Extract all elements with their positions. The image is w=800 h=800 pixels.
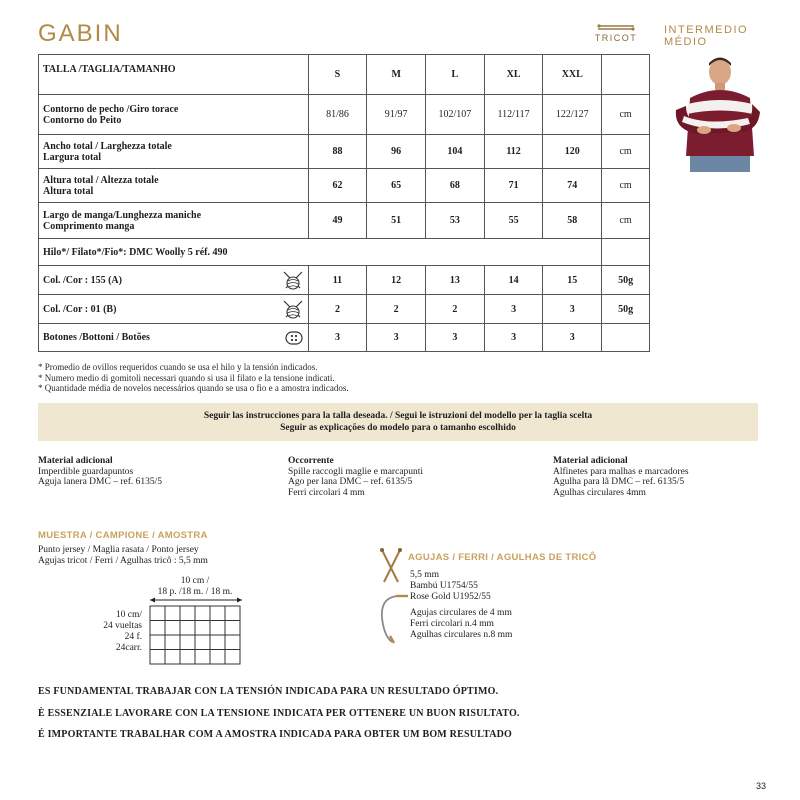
table-cell: 81/86 bbox=[308, 95, 367, 135]
pattern-title: GABIN bbox=[38, 20, 123, 47]
row-label-line: Comprimento manga bbox=[43, 220, 135, 232]
table-cell: 104 bbox=[426, 135, 485, 169]
table-row bbox=[39, 95, 650, 135]
gauge-width-line: 18 p. /18 m. / 18 m. bbox=[157, 587, 233, 597]
tricot-needles-icon bbox=[596, 22, 636, 32]
materials-heading: Material adicional bbox=[553, 456, 628, 466]
difficulty-level bbox=[664, 24, 748, 48]
row-label-text: Col. /Cor : 155 (A) bbox=[43, 274, 122, 286]
needle-line: Ferri circolari n.4 mm bbox=[410, 619, 494, 629]
unit-cell: cm bbox=[602, 135, 650, 169]
table-cell: 51 bbox=[367, 203, 426, 239]
table-cell: 122/127 bbox=[543, 95, 602, 135]
table-cell: 65 bbox=[367, 169, 426, 203]
materials-line: Ago per lana DMC – ref. 6135/5 bbox=[288, 477, 413, 487]
needle-line: Agulhas circulares n.8 mm bbox=[410, 630, 513, 640]
note-line: * Quantidade média de novelos necessários quando se usa o fio e a amostra indicados. bbox=[38, 383, 349, 393]
tension-note-pt: É IMPORTANTE TRABALHAR COM A AMOSTRA INDICADA PARA OBTER UM BOM RESULTADO bbox=[38, 729, 513, 740]
table-cell: 120 bbox=[543, 135, 602, 169]
table-cell: 49 bbox=[308, 203, 367, 239]
table-row bbox=[39, 203, 650, 239]
table-row bbox=[39, 266, 650, 295]
yarn-ball-icon bbox=[282, 299, 304, 319]
table-cell: 3 bbox=[484, 295, 543, 324]
row-label-line: Largo de manga/Lunghezza maniche bbox=[43, 209, 202, 221]
straight-needles bbox=[410, 570, 491, 603]
row-label-line: Contorno de pecho /Giro torace bbox=[43, 103, 179, 115]
table-cell: 74 bbox=[543, 169, 602, 203]
table-row bbox=[39, 169, 650, 203]
table-cell: 3 bbox=[308, 324, 367, 352]
gauge-height-line: 24 f. bbox=[124, 632, 142, 642]
technique-badge bbox=[588, 22, 644, 43]
row-label-line: Altura total bbox=[43, 185, 94, 197]
unit-cell: cm bbox=[602, 169, 650, 203]
table-cell: 102/107 bbox=[426, 95, 485, 135]
table-cell: 3 bbox=[543, 324, 602, 352]
gauge-height-label bbox=[38, 610, 142, 654]
note-line: * Numero medio di gomitoli necessari quando si usa il filato e la tensione indicati. bbox=[38, 372, 335, 383]
table-cell: 14 bbox=[484, 266, 543, 295]
table-cell: 11 bbox=[308, 266, 367, 295]
banner-line: Seguir as explicações do modelo para o tamanho escolhido bbox=[280, 423, 516, 433]
buttons-label bbox=[39, 324, 309, 352]
table-cell: 68 bbox=[426, 169, 485, 203]
table-cell: 62 bbox=[308, 169, 367, 203]
unit-cell: 50g bbox=[602, 266, 650, 295]
unit-cell: 50g bbox=[602, 295, 650, 324]
level-line-2: MÉDIO bbox=[664, 36, 708, 48]
button-icon bbox=[284, 330, 304, 346]
table-cell: 12 bbox=[367, 266, 426, 295]
materials-line: Agulha para lã DMC – ref. 6135/5 bbox=[553, 477, 685, 487]
materials-line: Imperdible guardapuntos bbox=[38, 466, 134, 477]
materials-it bbox=[288, 456, 423, 498]
needles-heading: AGUJAS / FERRI / AGULHAS DE TRICÔ bbox=[408, 552, 597, 563]
needle-line: 5,5 mm bbox=[410, 570, 440, 580]
row-label-line: Altura total / Altezza totale bbox=[43, 174, 159, 186]
table-cell: 3 bbox=[543, 295, 602, 324]
table-cell: 53 bbox=[426, 203, 485, 239]
gauge-swatch-grid bbox=[146, 596, 246, 666]
table-cell: 3 bbox=[367, 324, 426, 352]
unit-cell bbox=[602, 239, 650, 266]
size-l: L bbox=[426, 55, 485, 95]
gauge-line: Agujas tricot / Ferri / Agulhas tricô : 5,5 mm bbox=[38, 556, 208, 566]
materials-es bbox=[38, 456, 162, 488]
table-cell: 96 bbox=[367, 135, 426, 169]
size-table bbox=[38, 54, 650, 352]
yarn-label: Hilo*/ Filato*/Fio*: DMC Woolly 5 réf. 490 bbox=[39, 239, 602, 266]
materials-line: Aguja lanera DMC – ref. 6135/5 bbox=[38, 477, 162, 487]
table-cell: 55 bbox=[484, 203, 543, 239]
sleeve-label bbox=[39, 203, 309, 239]
color-b-label bbox=[39, 295, 309, 324]
yarn-notes bbox=[38, 362, 349, 394]
banner-line: Seguir las instrucciones para la talla deseada. / Segui le istruzioni del modello per la taglia scelta bbox=[203, 411, 593, 421]
model-photo bbox=[668, 52, 768, 172]
needle-line: Rose Gold U1952/55 bbox=[410, 592, 491, 602]
table-cell: 3 bbox=[484, 324, 543, 352]
table-cell: 2 bbox=[367, 295, 426, 324]
materials-line: Agulhas circulares 4mm bbox=[553, 487, 646, 498]
table-cell: 3 bbox=[426, 324, 485, 352]
level-line-1: INTERMEDIO bbox=[664, 24, 749, 36]
size-header-row bbox=[39, 55, 650, 95]
page-number: 33 bbox=[756, 781, 767, 791]
yarn-ball-icon bbox=[282, 270, 304, 290]
note-line: * Promedio de ovillos requeridos cuando se usa el hilo y la tensión indicados. bbox=[38, 362, 318, 372]
materials-line: Alfinetes para malhas e marcadores bbox=[553, 466, 689, 477]
color-a-label bbox=[39, 266, 309, 295]
table-row bbox=[39, 135, 650, 169]
table-cell: 13 bbox=[426, 266, 485, 295]
needles-icon bbox=[378, 548, 404, 584]
tension-note-es: ES FUNDAMENTAL TRABAJAR CON LA TENSIÓN INDICADA PARA UN RESULTADO ÓPTIMO. bbox=[38, 686, 499, 697]
unit-cell: cm bbox=[602, 95, 650, 135]
table-cell: 91/97 bbox=[367, 95, 426, 135]
table-cell: 88 bbox=[308, 135, 367, 169]
size-s: S bbox=[308, 55, 367, 95]
table-cell: 2 bbox=[426, 295, 485, 324]
materials-heading: Material adicional bbox=[38, 456, 113, 466]
table-cell: 2 bbox=[308, 295, 367, 324]
circular-needles bbox=[410, 608, 512, 641]
row-label-text: Col. /Cor : 01 (B) bbox=[43, 303, 117, 315]
width-label bbox=[39, 135, 309, 169]
gauge-heading: MUESTRA / CAMPIONE / AMOSTRA bbox=[38, 530, 208, 541]
gauge-description bbox=[38, 545, 208, 567]
chest-label bbox=[39, 95, 309, 135]
row-label-line: Contorno do Peito bbox=[43, 114, 122, 126]
materials-pt bbox=[553, 456, 689, 498]
gauge-height-line: 24carr. bbox=[115, 643, 142, 653]
table-cell: 71 bbox=[484, 169, 543, 203]
tension-note-it: È ESSENZIALE LAVORARE CON LA TENSIONE INDICATA PER OTTENERE UN BUON RISULTATO. bbox=[38, 708, 520, 719]
table-cell: 112/117 bbox=[484, 95, 543, 135]
row-label-line: Largura total bbox=[43, 151, 102, 163]
unit-cell: cm bbox=[602, 203, 650, 239]
materials-line: Spille raccogli maglie e marcapunti bbox=[288, 466, 424, 477]
circular-needles-icon bbox=[376, 592, 410, 644]
gauge-height-line: 24 vueltas bbox=[103, 621, 142, 631]
row-label-text: Botones /Bottoni / Botões bbox=[43, 332, 150, 343]
instructions-banner bbox=[38, 403, 758, 441]
gauge-line: Punto jersey / Maglia rasata / Ponto jersey bbox=[38, 545, 199, 555]
needle-line: Bambú U1754/55 bbox=[410, 581, 478, 591]
materials-line: Ferri circolari 4 mm bbox=[288, 487, 365, 498]
unit-header bbox=[602, 55, 650, 95]
gauge-width-line: 10 cm / bbox=[180, 576, 210, 586]
table-cell: 15 bbox=[543, 266, 602, 295]
gauge-height-line: 10 cm/ bbox=[115, 610, 142, 620]
technique-label: TRICOT bbox=[594, 33, 638, 43]
size-xl: XL bbox=[484, 55, 543, 95]
table-cell: 112 bbox=[484, 135, 543, 169]
yarn-row bbox=[39, 239, 650, 266]
table-row bbox=[39, 295, 650, 324]
size-m: M bbox=[367, 55, 426, 95]
row-label-line: Ancho total / Larghezza totale bbox=[43, 140, 172, 152]
size-header-label: TALLA /TAGLIA/TAMANHO bbox=[39, 55, 309, 95]
materials-heading: Occorrente bbox=[288, 456, 334, 466]
unit-cell bbox=[602, 324, 650, 352]
table-cell: 58 bbox=[543, 203, 602, 239]
gauge-width-label bbox=[140, 576, 250, 598]
height-label bbox=[39, 169, 309, 203]
table-row bbox=[39, 324, 650, 352]
size-xxl: XXL bbox=[543, 55, 602, 95]
needle-line: Agujas circulares de 4 mm bbox=[410, 608, 512, 618]
